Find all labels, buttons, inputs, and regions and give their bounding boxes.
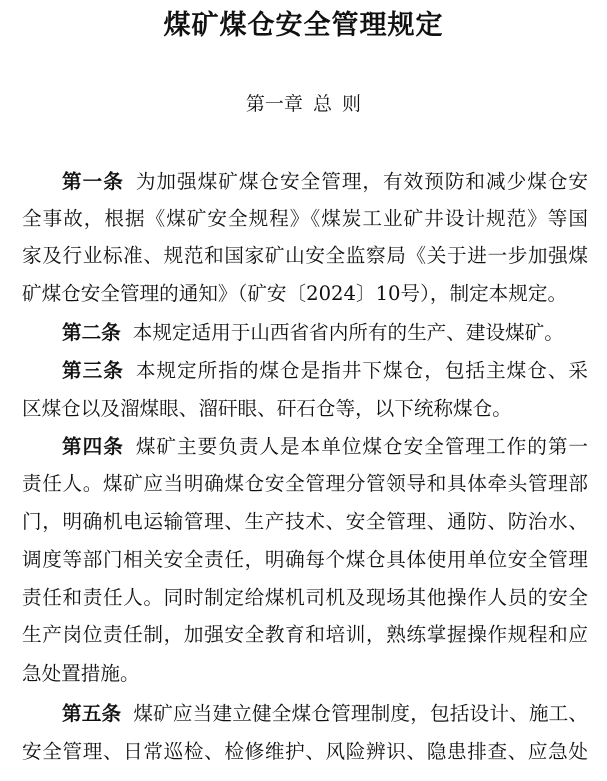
article-1-line-2: 全事故，根据《煤矿安全规程》《煤炭工业矿井设计规范》等国 (22, 207, 588, 230)
article-3-number: 第三条 (62, 359, 124, 382)
article-4-line-1 (62, 432, 588, 462)
article-5-line-1 (62, 699, 588, 729)
article-5-line-2: 安全管理、日常巡检、检修维护、风险辨识、隐患排查、应急处 (22, 740, 588, 763)
article-1-line-4: 矿煤仓安全管理的通知》（矿安〔2024〕10号），制定本规定。 (22, 282, 568, 305)
article-1-number: 第一条 (62, 170, 124, 193)
article-2-text: 本规定适用于山西省省内所有的生产、建设煤矿。 (132, 321, 564, 344)
article-2-number: 第二条 (62, 321, 121, 344)
article-3-text: 本规定所指的煤仓是指井下煤仓，包括主煤仓、采 (135, 359, 588, 382)
article-4-line-7: 急处置措施。 (22, 662, 140, 685)
article-5-number: 第五条 (62, 702, 122, 725)
article-3-line-2: 区煤仓以及溜煤眼、溜矸眼、矸石仓等，以下统称煤仓。 (22, 397, 512, 420)
article-1-line-3: 家及行业标准、规范和国家矿山安全监察局《关于进一步加强煤 (22, 244, 588, 267)
article-2-line-1 (62, 318, 588, 348)
article-4-line-4: 调度等部门相关安全责任，明确每个煤仓具体使用单位安全管理 (22, 548, 588, 571)
article-4-text: 煤矿主要负责人是本单位煤仓安全管理工作的第一 (135, 435, 588, 458)
chapter-label: 第一章 (245, 93, 303, 115)
chapter-name-part1: 总 (312, 93, 332, 115)
document-title: 煤矿煤仓安全管理规定 (163, 10, 444, 41)
chapter-name-part2: 则 (342, 93, 362, 115)
article-4-number: 第四条 (62, 435, 124, 458)
article-4-line-6: 生产岗位责任制，加强安全教育和培训，熟练掌握操作规程和应 (22, 623, 588, 646)
article-1-line-1 (62, 167, 588, 197)
article-5-text: 煤矿应当建立健全煤仓管理制度，包括设计、施工、 (133, 702, 588, 725)
article-4-line-3: 门，明确机电运输管理、生产技术、安全管理、通防、防治水、 (22, 510, 588, 533)
article-3-line-1 (62, 356, 588, 386)
article-4-line-5: 责任和责任人。同时制定给煤机司机及现场其他操作人员的安全 (22, 586, 588, 609)
article-4-line-2: 责任人。煤矿应当明确煤仓安全管理分管领导和具体牵头管理部 (22, 472, 588, 495)
chapter-heading (0, 88, 607, 120)
article-1-text: 为加强煤矿煤仓安全管理，有效预防和减少煤仓安 (135, 170, 588, 193)
